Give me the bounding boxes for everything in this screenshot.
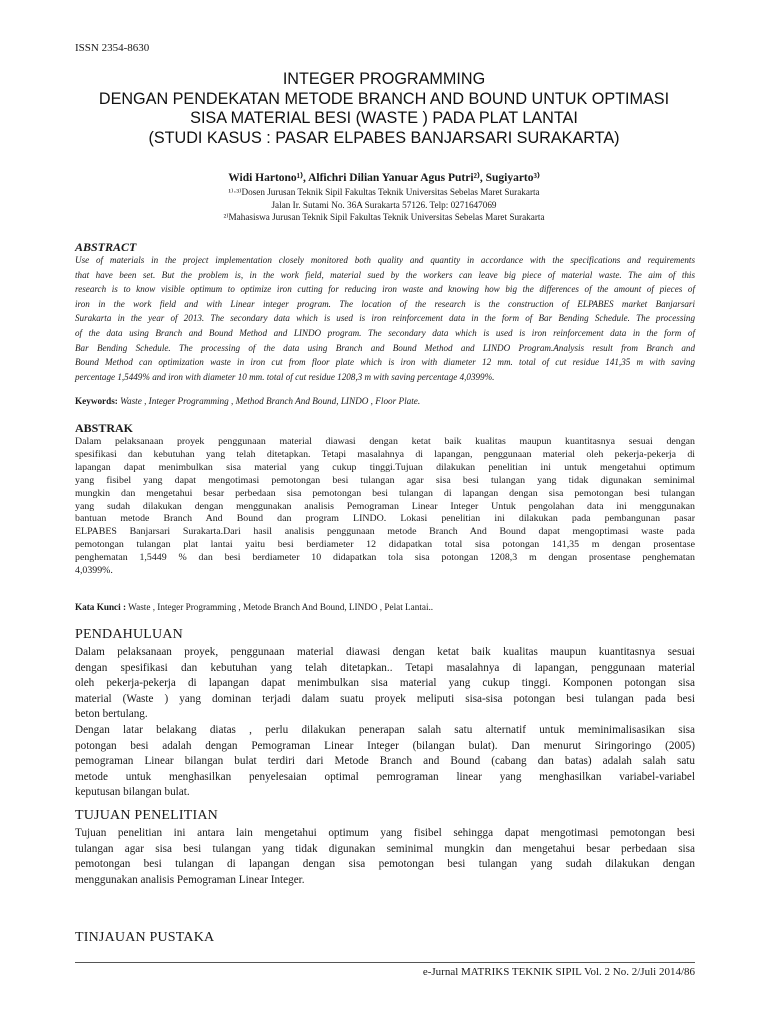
abstract-en-line: Bound Method can optimization waste in iron cut from floor plate which is iron with diameter 12 mm. total of cut residue 141,35 m with saving: [75, 357, 695, 368]
affiliation-1: ¹⁾·³⁾Dosen Jurusan Teknik Sipil Fakultas Teknik Universitas Sebelas Maret Surakarta: [228, 187, 540, 197]
abstract-id-line: 4,0399%.: [75, 565, 113, 577]
keywords-en-label: Keywords:: [75, 396, 118, 406]
abstract-id-line: yang sudah dilakukan dengan menggunakan analisis Pemograman Linear Integer Untuk pengolahan data ini menggunakan: [75, 500, 695, 512]
keywords-en: [75, 396, 695, 406]
abstract-en-heading: ABSTRACT: [75, 240, 137, 254]
title-line-2: DENGAN PENDEKATAN METODE BRANCH AND BOUND UNTUK OPTIMASI: [98, 89, 670, 108]
body-line: material (Waste ) yang dominan terjadi dalam suatu proyek meliputi sisa-sisa potongan besi tulangan pada besi: [75, 692, 695, 705]
abstract-en-line: Bar Bending Schedule. The processing of the data using Branch and Bound Method and LINDO Program.Analysis result from Branch and: [75, 342, 695, 353]
journal-footer: e-Jurnal MATRIKS TEKNIK SIPIL Vol. 2 No. 2/Juli 2014/86: [422, 966, 695, 978]
abstract-en-body: [75, 253, 695, 384]
abstract-en-line: Surakarta in the year of 2013. The secondary data which is used is iron reinforcement data in the form of Bar Bending Schedule. The processing: [75, 313, 695, 324]
title-line-4: (STUDI KASUS : PASAR ELPABES BANJARSARI SURAKARTA): [148, 128, 620, 147]
pendahuluan-paragraph-1: [75, 645, 695, 723]
title-line-1: INTEGER PROGRAMMING: [282, 70, 486, 88]
body-line: Dengan latar belakang diatas , perlu dilakukan penerapan salah satu alternatif untuk meminimalisasikan sisa: [75, 724, 695, 736]
body-line: pemograman Linear bilangan bulat terdiri dari Metode Branch and Bound (cabang dan batas) adalah salah satu: [75, 755, 695, 768]
abstract-id-line: bantuan metode Branch And Bound dan program LINDO. Lokasi penelitian ini dilakukan pada pembangunan pasar: [75, 513, 695, 525]
abstract-id-line: pemotongan tulangan plat lantai yaitu besi berdiameter 12 didapatkan total sisa potongan 141,35 m dengan prosentase: [75, 539, 695, 551]
tujuan-paragraph: [75, 826, 695, 888]
affiliation-2: ²⁾Mahasiswa Jurusan Teknik Sipil Fakultas Teknik Universitas Sebelas Maret Surakarta: [223, 212, 545, 222]
body-line: Tujuan penelitian ini antara lain mengetahui optimum yang fisibel sehingga dapat mengotimasi pemotongan besi: [75, 827, 695, 839]
author-list: Widi Hartono¹⁾, Alfichri Dilian Yanuar Agus Putri²⁾, Sugiyarto³⁾: [228, 172, 540, 184]
body-line: pemotongan besi tulangan di lapangan dengan sisa pemotongan besi tulangan yang sudah dilakukan dengan: [75, 858, 695, 871]
abstract-en-line: that have been set. But the problem is, in the work field, material sued by the workers can leave big piece of material waste. The aim of this: [75, 269, 695, 280]
keywords-id-label: Kata Kunci :: [75, 602, 127, 612]
body-line: Dalam pelaksanaan proyek, penggunaan material diawasi dengan ketat baik kualitas maupun kuantitasnya sesuai: [75, 646, 695, 658]
keywords-id: [75, 602, 695, 612]
abstract-id-body: [75, 436, 695, 578]
section-heading-pendahuluan: PENDAHULUAN: [75, 627, 183, 642]
abstract-id-line: lapangan dapat menimbulkan sisa material yang cukup tinggi.Tujuan dilakukan penelitian ini untuk mengetahui optimum: [75, 461, 695, 473]
keywords-id-text: Waste , Integer Programming , Metode Branch And Bound, LINDO , Pelat Lantai..: [126, 602, 434, 612]
body-line: dengan spesifikasi dan kebutuhan yang telah ditetapkan.. Tetapi masalahnya di lapangan, penggunaan material: [75, 661, 695, 674]
abstract-id-line: penghematan 1,5449 % dan besi berdiameter 10 didapatkan tola sisa potongan 1208,3 m dengan prosentase penghematan: [75, 552, 695, 564]
paper-title: [60, 70, 708, 148]
body-line: keputusan bilangan bulat.: [75, 786, 190, 799]
section-heading-tujuan: TUJUAN PENELITIAN: [75, 808, 218, 823]
affiliation-address: Jalan Ir. Sutami No. 36A Surakarta 57126. Telp: 0271647069: [271, 199, 497, 210]
body-line: oleh pekerja-pekerja di lapangan dapat menimbulkan sisa material yang cukup tinggi. Komponen potongan sisa: [75, 677, 695, 690]
body-line: menggunakan analisis Pemograman Linear Integer.: [75, 873, 305, 886]
abstract-id-line: mungkin dan mengetahui besar perbedaan sisa pemotongan besi tulangan di lapangan dengan sisa pemotongan besi tulangan: [75, 487, 695, 499]
abstract-en-line: Use of materials in the project implementation closely monitored both quality and quantity in accordance with the specifications and requirements: [75, 255, 695, 265]
keywords-en-text: Waste , Integer Programming , Method Branch And Bound, LINDO , Floor Plate.: [117, 396, 421, 406]
body-line: tulangan agar sisa besi tulangan yang tidak digunakan seminimal mungkin dan mengetahui besar perbedaan sisa: [75, 842, 695, 855]
abstract-en-line: iron in the work field and with Linear integer program. The location of the research is the construction of ELPABES market Banjarsari: [75, 298, 695, 309]
issn-number: ISSN 2354-8630: [75, 42, 150, 54]
body-line: metode untuk menghasilkan penyelesaian optimal pemrograman linear yang menghasilkan variabel-variabel: [75, 770, 695, 783]
body-line: beton bertulang.: [75, 708, 148, 721]
abstract-id-line: yang fisibel yang dapat mengotimasi pemotongan besi tulangan agar sisa besi tulangan yang tidak digunakan seminimal: [75, 474, 695, 486]
abstract-id-line: spesifikasi dan kebutuhan yang telah ditetapkan. Tetapi masalahnya di lapangan, penggunaan material oleh pekerja-pekerja di: [75, 448, 695, 460]
abstract-en-line: of the data using Branch and Bound Method and LINDO program. The secondary data which is used is iron reinforcement data in the form of: [75, 327, 695, 338]
abstract-id-line: Dalam pelaksanaan proyek penggunaan material diawasi dengan ketat baik kualitas maupun kuantitasnya sesuai dengan: [75, 436, 695, 447]
footer-divider: [75, 962, 695, 963]
pendahuluan-paragraph-2: [75, 723, 695, 801]
abstract-en-line: percentage 1,5449% and iron with diameter 10 mm. total of cut residue 1208,3 m with saving percentage 4,0399%.: [75, 371, 495, 382]
affiliations: [60, 186, 708, 224]
title-line-3: SISA MATERIAL BESI (WASTE ) PADA PLAT LANTAI: [190, 109, 578, 127]
abstract-id-heading: ABSTRAK: [75, 421, 134, 435]
abstract-id-line: ELPABES Banjarsari Surakarta.Dari hasil analisis penggunaan metode Branch And Bound dapat mengoptimasi waste pada: [75, 526, 695, 538]
section-heading-tinjauan: TINJAUAN PUSTAKA: [75, 930, 215, 945]
body-line: potongan besi adalah dengan Pemograman Linear Integer (bilangan bulat). Dan menurut Siringoringo (2005): [75, 739, 695, 752]
abstract-en-line: research is to know visible optimum to optimize iron cutting for reducing iron waste and knowing how big the differences of the amount of pieces of: [75, 284, 695, 295]
